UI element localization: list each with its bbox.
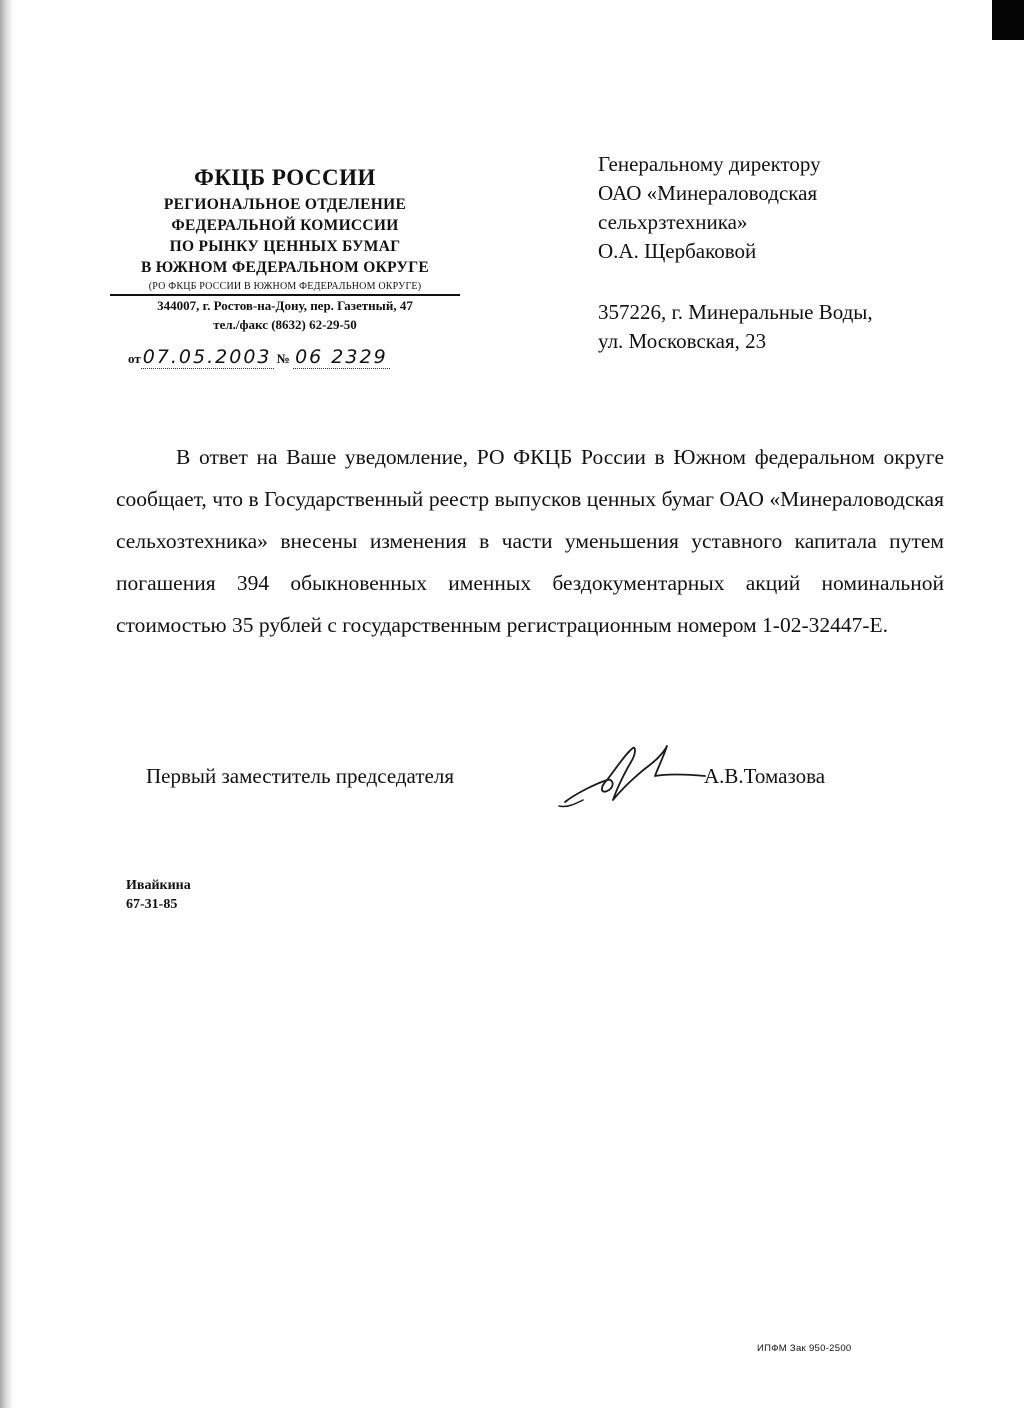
- registration-number: 06 2329: [295, 346, 388, 368]
- executor-name: Ивайкина: [126, 878, 191, 893]
- org-abbreviation: (РО ФКЦБ РОССИИ В ЮЖНОМ ФЕДЕРАЛЬНОМ ОКРУГЕ): [110, 280, 460, 296]
- recipient-block: [598, 150, 821, 266]
- executor-phone: 67-31-85: [126, 897, 178, 912]
- letterhead: [110, 162, 460, 334]
- org-line-1: РЕГИОНАЛЬНОЕ ОТДЕЛЕНИЕ: [163, 196, 407, 213]
- letter-body: В ответ на Ваше уведомление, РО ФКЦБ России в Южном федеральном округе сообщает, что в Государственный реестр выпусков ценных бумаг ОАО «Минераловодская сельхозтехника» внесены изменения в части уменьшения уставного капитала путем погашения 394 обыкновенных именных бездокументарных акций номинальной стоимостью 35 рублей с государственным регистрационным номером 1-02-32447-Е.: [116, 445, 944, 637]
- recipient-line-1: Генеральному директору: [598, 152, 821, 176]
- scan-shadow-corner: [992, 0, 1024, 40]
- number-prefix: №: [276, 351, 290, 366]
- scan-shadow-left: [0, 0, 14, 1408]
- org-line-2: ФЕДЕРАЛЬНОЙ КОМИССИИ: [171, 217, 399, 234]
- recipient-address-line-2: ул. Московская, 23: [598, 329, 767, 353]
- signatory-name: А.В.Томазова: [704, 764, 826, 788]
- registration-date: 07.05.2003: [142, 346, 272, 368]
- print-code: ИПФМ Зак 950-2500: [757, 1343, 852, 1354]
- org-line-3: ПО РЫНКУ ЦЕННЫХ БУМАГ: [169, 238, 401, 255]
- recipient-address-line-1: 357226, г. Минеральные Воды,: [598, 300, 873, 324]
- registration-line: [128, 346, 390, 369]
- org-phone: тел./факс (8632) 62-29-50: [213, 317, 357, 332]
- org-line-4: В ЮЖНОМ ФЕДЕРАЛЬНОМ ОКРУГЕ: [140, 259, 430, 276]
- recipient-line-2: ОАО «Минераловодская: [598, 181, 818, 205]
- date-prefix: от: [128, 351, 141, 366]
- handwritten-signature: [555, 740, 715, 820]
- signatory-title: Первый заместитель председателя: [146, 764, 454, 788]
- executor-block: [126, 876, 191, 914]
- recipient-line-3: сельхрзтехника»: [598, 210, 748, 234]
- recipient-address: [598, 298, 873, 356]
- org-address: 344007, г. Ростов-на-Дону, пер. Газетный, 47: [157, 298, 413, 313]
- recipient-line-4: О.А. Щербаковой: [598, 239, 757, 263]
- org-title: ФКЦБ РОССИИ: [194, 165, 376, 190]
